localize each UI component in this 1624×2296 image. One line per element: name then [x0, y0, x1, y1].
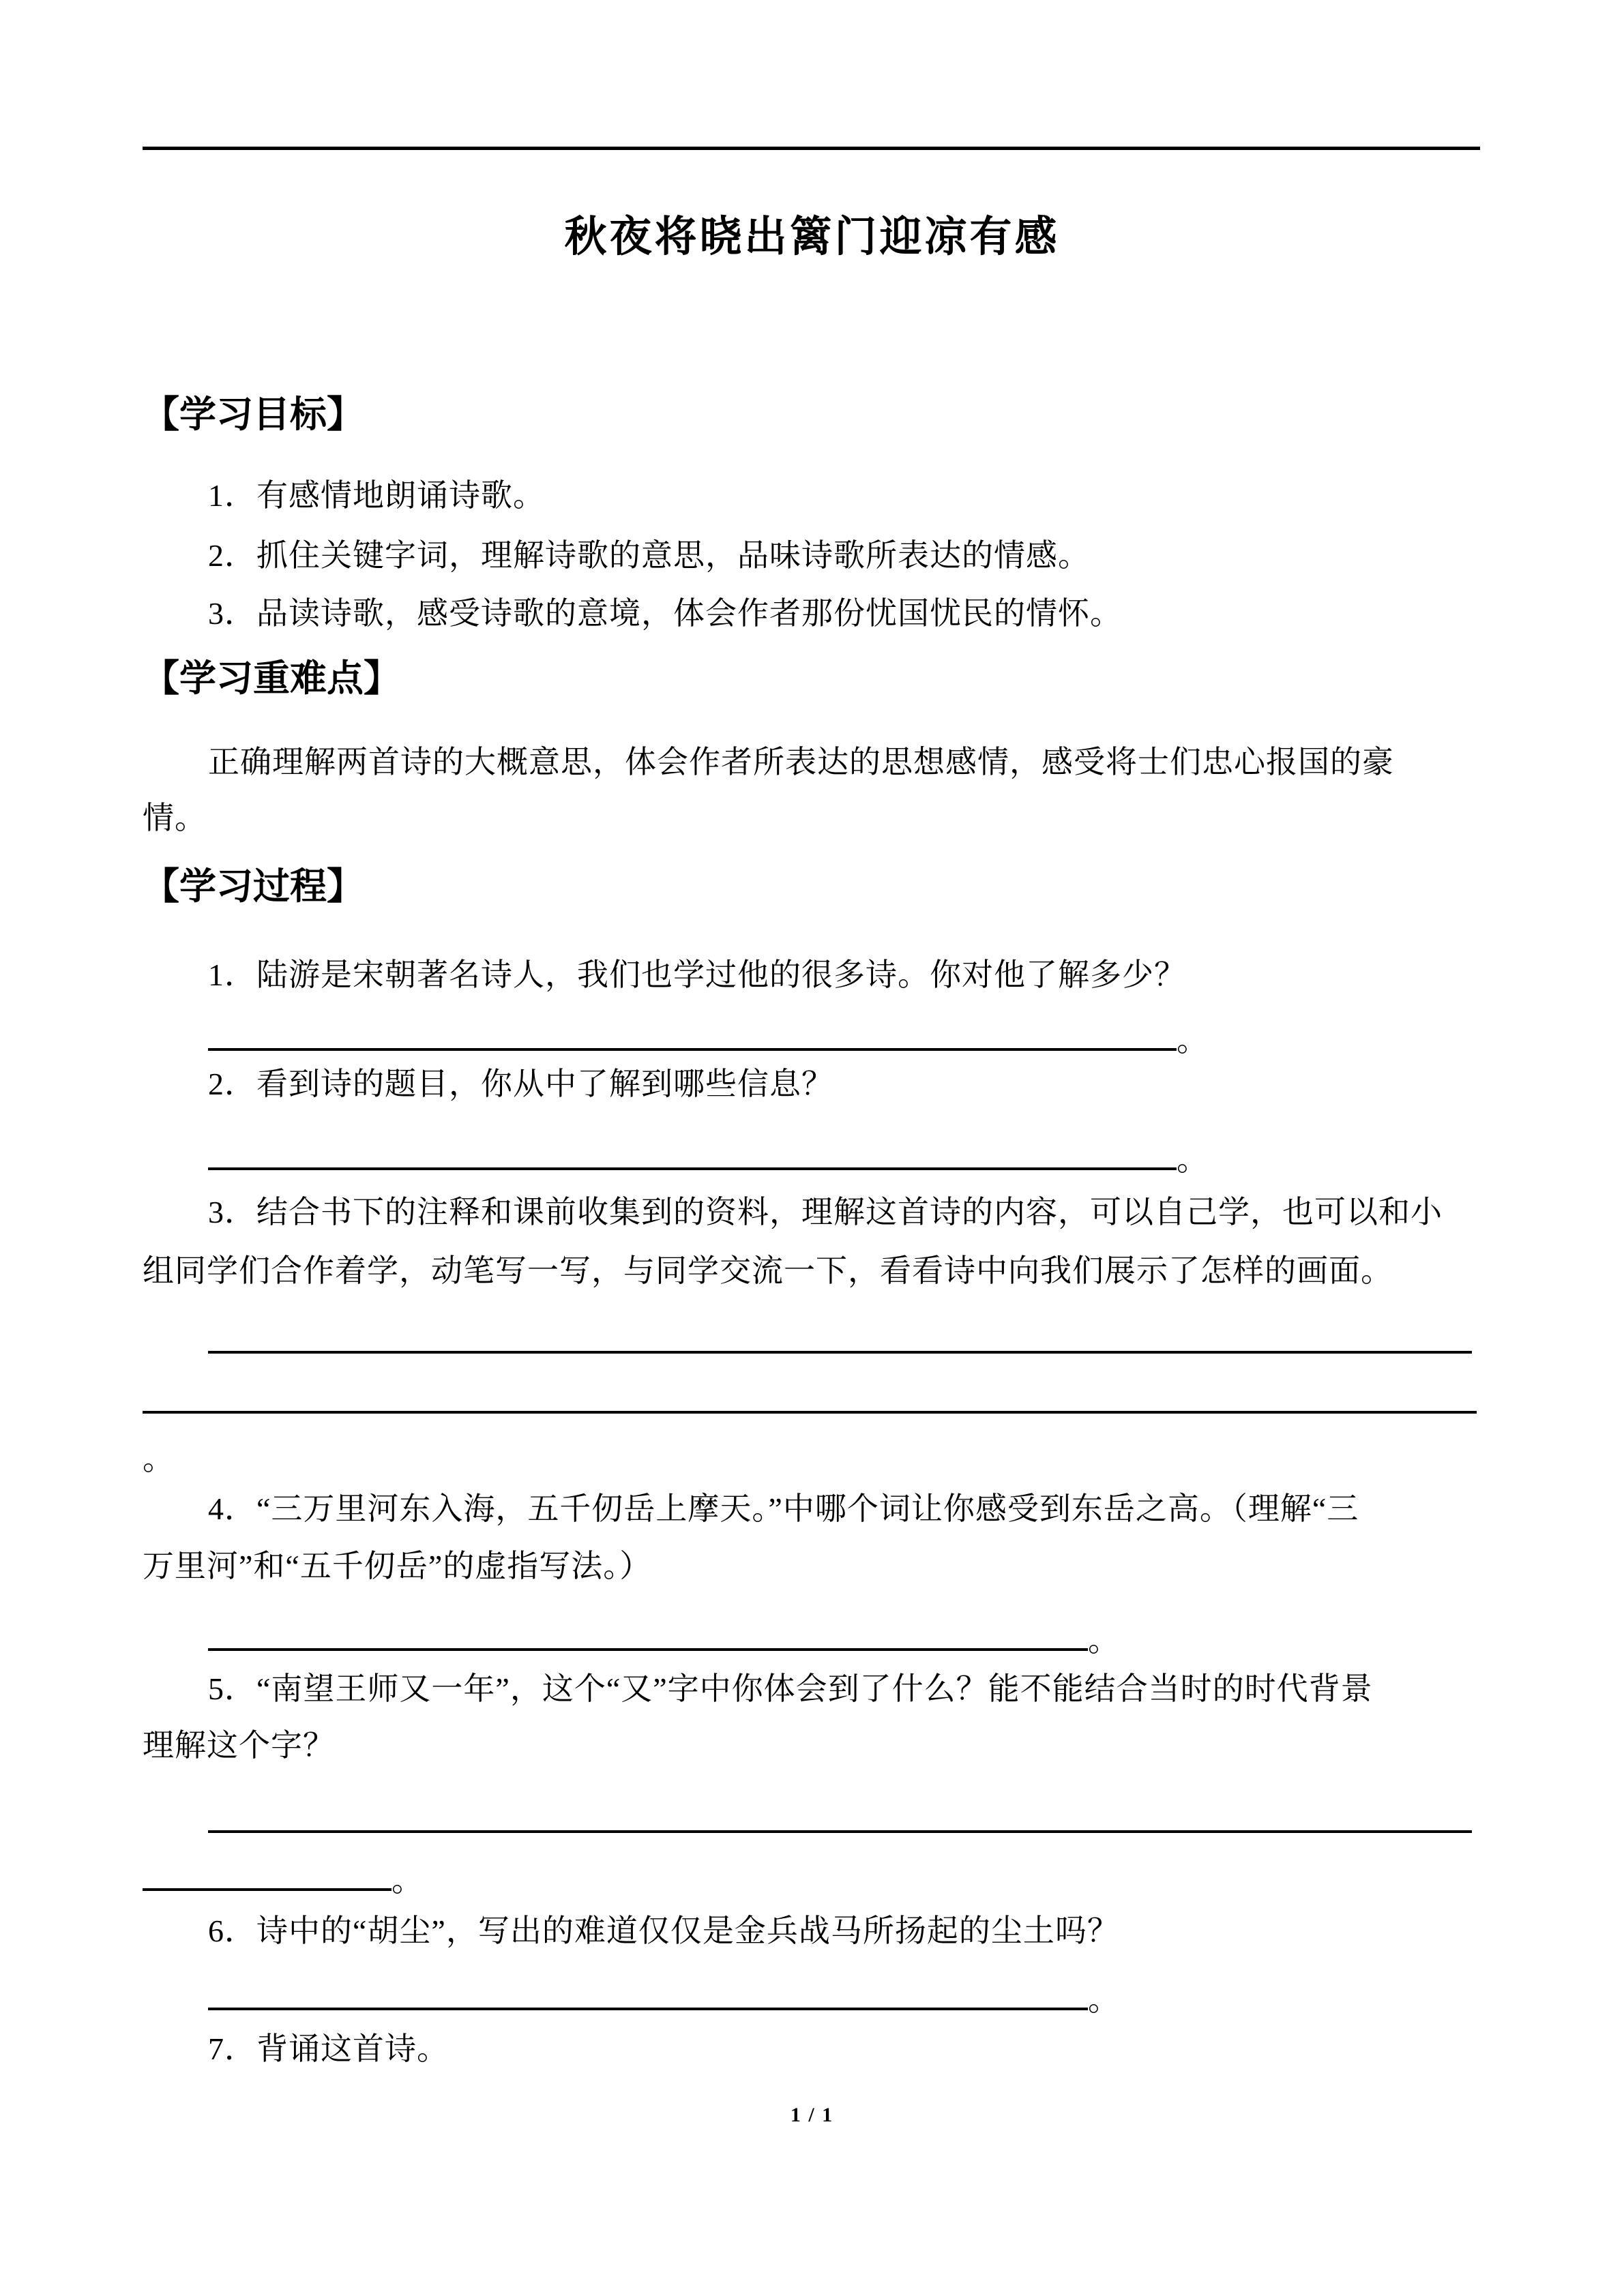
answer-underline — [208, 1014, 1177, 1051]
key-points-line-1: 正确理解两首诗的大概意思，体会作者所表达的思想感情，感受将士们忠心报国的豪 — [208, 745, 1394, 779]
question-2: 2．看到诗的题目，你从中了解到哪些信息？ — [208, 1067, 833, 1101]
page-number: 1 / 1 — [790, 2104, 834, 2126]
answer-blank-q4 — [208, 1614, 1119, 1660]
answer-blank-q1 — [208, 1014, 1208, 1060]
objective-item-3: 3．品读诗歌，感受诗歌的意境，体会作者那份忧国忧民的情怀。 — [208, 596, 1122, 631]
blank-period: 。 — [392, 1863, 423, 1898]
answer-underline — [208, 1973, 1088, 2010]
answer-underline — [208, 1133, 1177, 1170]
answer-underline — [208, 1317, 1472, 1354]
section-heading-key-points: 【学习重难点】 — [143, 658, 400, 699]
answer-blank-q6 — [208, 1973, 1119, 2019]
answer-blank-q5-line-2 — [143, 1854, 423, 1900]
blank-period: 。 — [1177, 1142, 1208, 1177]
answer-underline — [143, 1377, 1477, 1414]
answer-underline — [143, 1854, 392, 1891]
answer-blank-q3-line-2 — [143, 1377, 1477, 1422]
section-heading-objectives: 【学习目标】 — [143, 394, 364, 435]
question-3-line-2: 组同学们合作着学，动笔写一写，与同学交流一下，看看诗中向我们展示了怎样的画面。 — [143, 1253, 1393, 1288]
section-heading-process: 【学习过程】 — [143, 866, 364, 907]
blank-period: 。 — [1088, 1982, 1119, 2017]
objective-item-1: 1．有感情地朗诵诗歌。 — [208, 478, 545, 513]
answer-underline — [208, 1796, 1472, 1833]
question-6: 6．诗中的“胡尘”，写出的难道仅仅是金兵战马所扬起的尘土吗？ — [208, 1913, 1119, 1948]
key-points-line-2: 情。 — [143, 801, 207, 835]
question-1: 1．陆游是宋朝著名诗人，我们也学过他的很多诗。你对他了解多少？ — [208, 957, 1186, 992]
answer-blank-q5-line-1 — [208, 1796, 1472, 1842]
question-3-line-1: 3．结合书下的注释和课前收集到的资料，理解这首诗的内容，可以自己学，也可以和小 — [208, 1195, 1443, 1229]
question-4-line-1: 4．“三万里河东入海，五千仞岳上摩天。”中哪个词让你感受到东岳之高。（理解“三 — [208, 1491, 1359, 1526]
answer-blank-q2 — [208, 1133, 1208, 1179]
blank-period: 。 — [1088, 1623, 1119, 1658]
question-5-line-2: 理解这个字？ — [143, 1728, 335, 1763]
question-7: 7．背诵这首诗。 — [208, 2031, 449, 2066]
answer-underline — [208, 1614, 1088, 1651]
standalone-period: 。 — [143, 1442, 175, 1476]
objective-item-2: 2．抓住关键字词，理解诗歌的意思，品味诗歌所表达的情感。 — [208, 538, 1090, 573]
header-rule — [143, 147, 1480, 150]
page-title: 秋夜将晓出篱门迎凉有感 — [564, 214, 1060, 260]
question-4-line-2: 万里河”和“五千仞岳”的虚指写法。） — [143, 1549, 652, 1583]
blank-period: 。 — [1177, 1023, 1208, 1058]
answer-blank-q3-line-1 — [208, 1317, 1472, 1362]
question-5-line-1: 5．“南望王师又一年”，这个“又”字中你体会到了什么？能不能结合当时的时代背景 — [208, 1671, 1373, 1706]
